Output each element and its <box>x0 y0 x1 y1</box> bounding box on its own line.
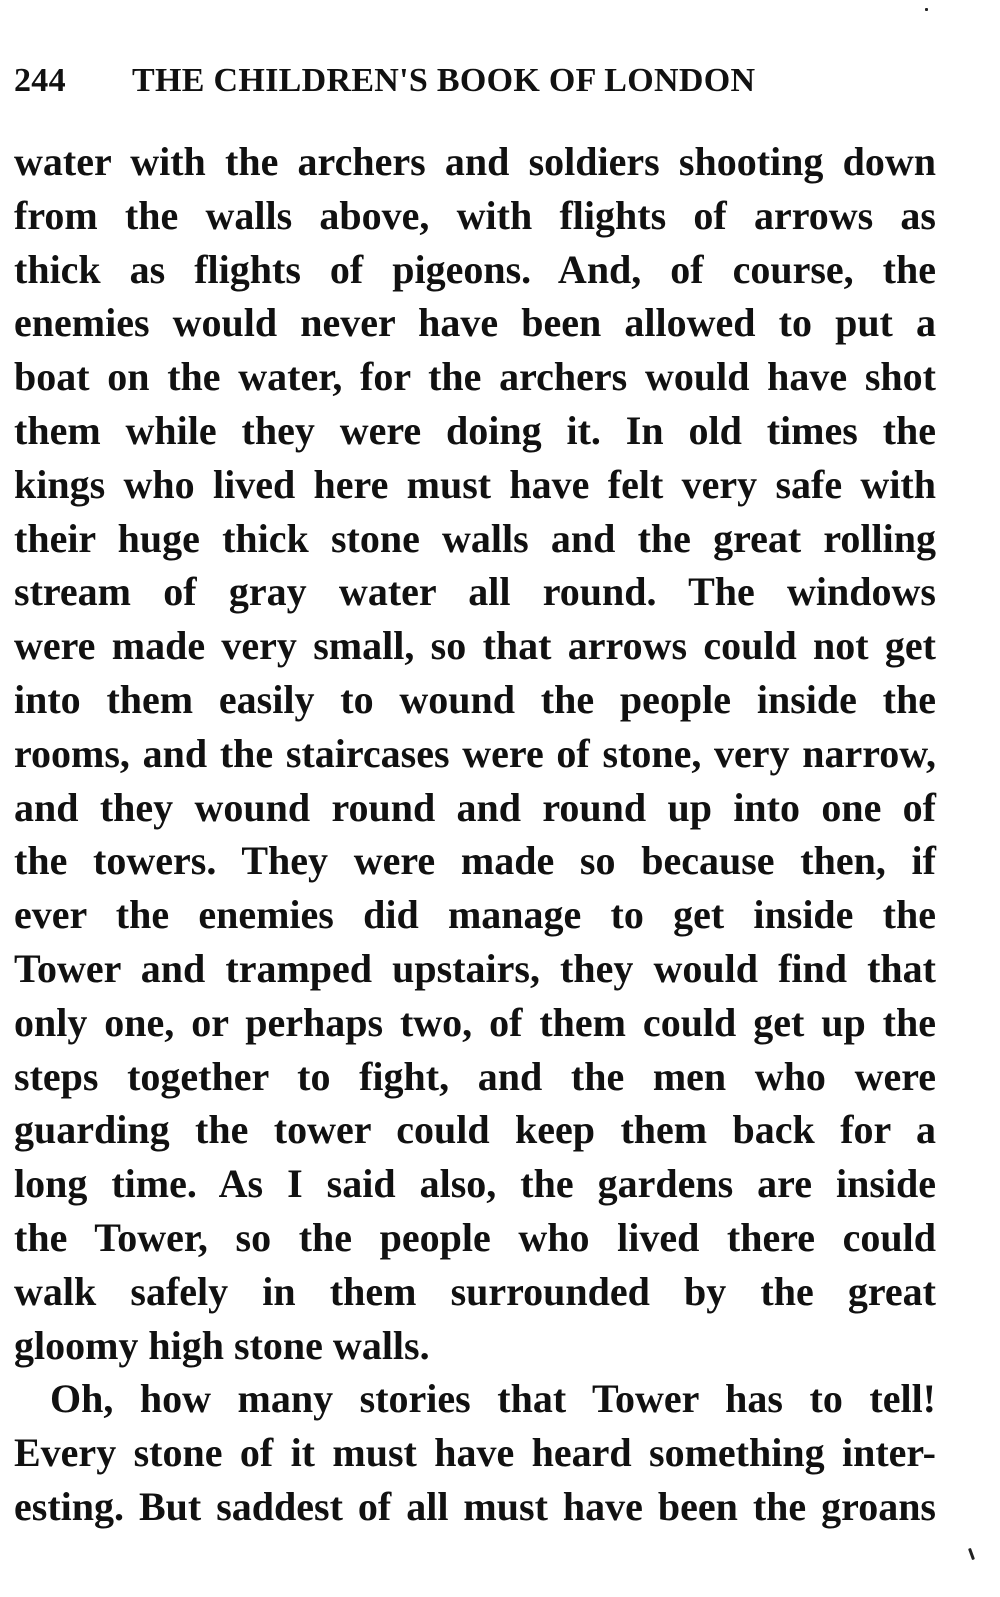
text-line: only one, or perhaps two, of them could get up the <box>14 999 936 1045</box>
scan-speck <box>968 1548 975 1560</box>
text-line: and they wound round and round up into one of <box>14 784 936 830</box>
text-line: into them easily to wound the people inside the <box>14 676 936 722</box>
page-header <box>14 62 934 110</box>
text-line: ever the enemies did manage to get inside the <box>14 892 936 938</box>
text-line: gloomy high stone walls. <box>14 1322 430 1368</box>
text-line: long time. As I said also, the gardens are inside <box>14 1161 936 1207</box>
text-line: Every stone of it must have heard something inter- <box>14 1430 936 1476</box>
text-line: thick as flights of pigeons. And, of course, the <box>14 246 936 292</box>
text-line: were made very small, so that arrows could not get <box>14 623 936 669</box>
text-line: them while they were doing it. In old times the <box>14 407 936 453</box>
text-line: kings who lived here must have felt very safe with <box>14 461 936 507</box>
paragraph-1 <box>14 135 936 1372</box>
text-line: stream of gray water all round. The windows <box>14 569 936 615</box>
paragraph-2 <box>14 1372 936 1533</box>
text-line: from the walls above, with flights of arrows as <box>14 192 936 238</box>
text-line: guarding the tower could keep them back for a <box>14 1107 936 1153</box>
running-title: THE CHILDREN'S BOOK OF LONDON <box>132 62 756 99</box>
text-line: Tower and tramped upstairs, they would find that <box>14 945 936 991</box>
text-line: esting. But saddest of all must have been the groans <box>14 1483 936 1529</box>
page-number: 244 <box>14 62 66 99</box>
text-line: the towers. They were made so because then, if <box>14 838 936 884</box>
text-line: boat on the water, for the archers would have shot <box>14 354 936 400</box>
text-line: water with the archers and soldiers shooting down <box>14 139 936 184</box>
text-line: the Tower, so the people who lived there could <box>14 1214 936 1260</box>
text-line: Oh, how many stories that Tower has to tell! <box>50 1376 936 1422</box>
text-line: rooms, and the staircases were of stone, very narrow, <box>14 730 936 776</box>
text-line: walk safely in them surrounded by the great <box>14 1268 936 1314</box>
scan-speck <box>925 8 928 11</box>
text-line: enemies would never have been allowed to put a <box>14 300 936 346</box>
text-line: their huge thick stone walls and the great rolling <box>14 515 936 561</box>
body-text <box>14 135 936 1534</box>
text-line: steps together to fight, and the men who were <box>14 1053 936 1099</box>
